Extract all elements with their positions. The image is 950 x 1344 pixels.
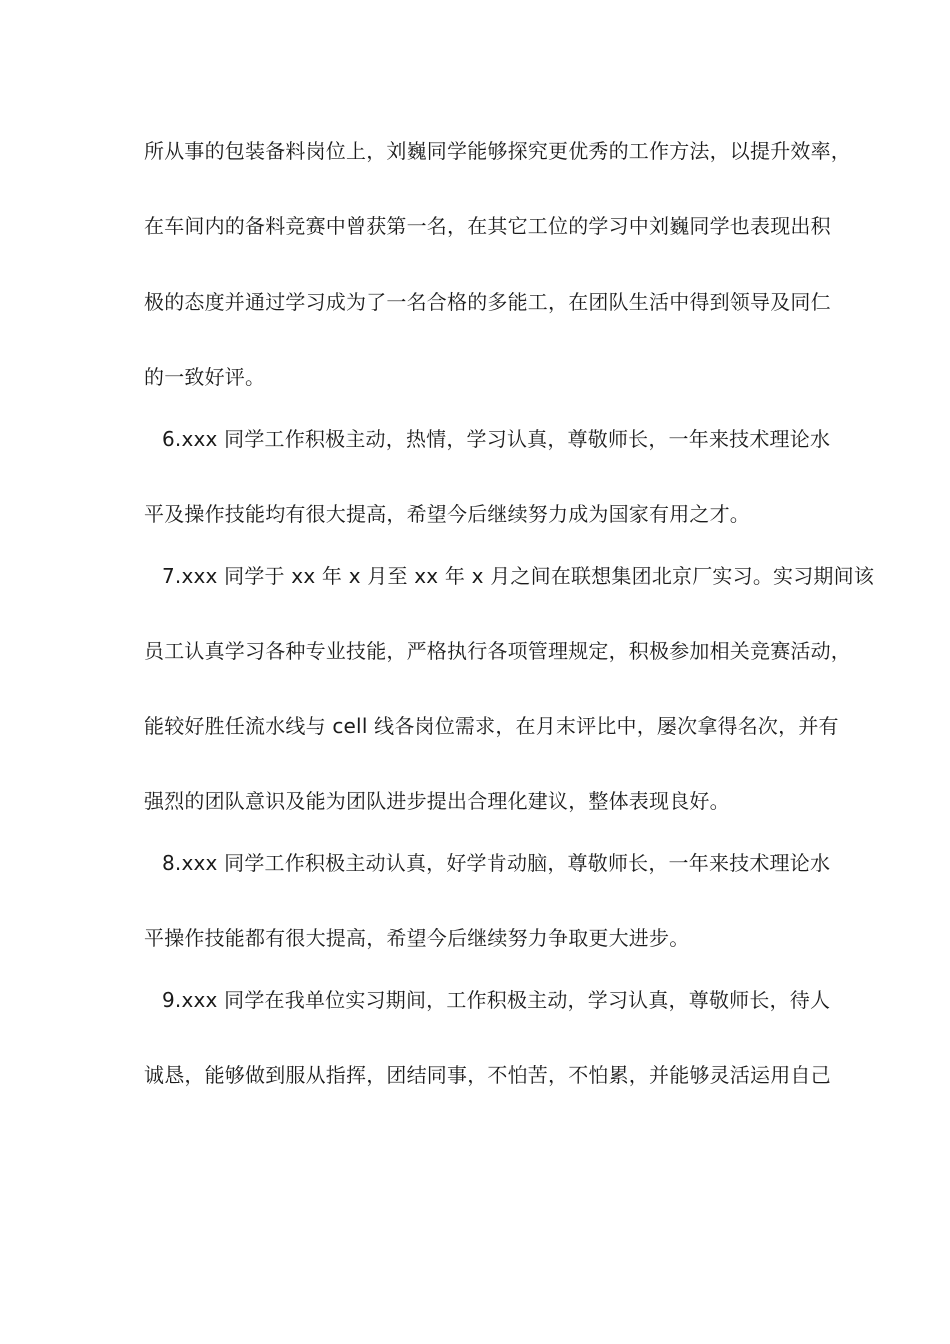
text-line: 极的态度并通过学习成为了一名合格的多能工，在团队生活中得到领导及同仁 — [144, 290, 831, 314]
text-line: 平及操作技能均有很大提高，希望今后继续努力成为国家有用之才。 — [144, 502, 750, 526]
text-line: 6.xxx 同学工作积极主动，热情，学习认真，尊敬师长，一年来技术理论水 — [162, 427, 831, 451]
text-line: 强烈的团队意识及能为团队进步提出合理化建议，整体表现良好。 — [144, 789, 730, 813]
text-line: 平操作技能都有很大提高，希望今后继续努力争取更大进步。 — [144, 926, 690, 950]
text-line: 所从事的包装备料岗位上，刘巍同学能够探究更优秀的工作方法，以提升效率， — [144, 139, 851, 163]
text-line: 在车间内的备料竞赛中曾获第一名，在其它工位的学习中刘巍同学也表现出积 — [144, 214, 831, 238]
text-line: 能较好胜任流水线与 cell 线各岗位需求，在月末评比中，屡次拿得名次，并有 — [144, 714, 839, 738]
text-line: 7.xxx 同学于 xx 年 x 月至 xx 年 x 月之间在联想集团北京厂实习。实习期间该 — [162, 564, 875, 588]
text-line: 员工认真学习各种专业技能，严格执行各项管理规定，积极参加相关竞赛活动， — [144, 639, 851, 663]
text-line: 的一致好评。 — [144, 365, 266, 389]
text-line: 8.xxx 同学工作积极主动认真，好学肯动脑，尊敬师长，一年来技术理论水 — [162, 851, 831, 875]
text-line: 诚恳，能够做到服从指挥，团结同事，不怕苦，不怕累，并能够灵活运用自己 — [144, 1063, 831, 1087]
text-line: 9.xxx 同学在我单位实习期间，工作积极主动，学习认真，尊敬师长，待人 — [162, 988, 831, 1012]
